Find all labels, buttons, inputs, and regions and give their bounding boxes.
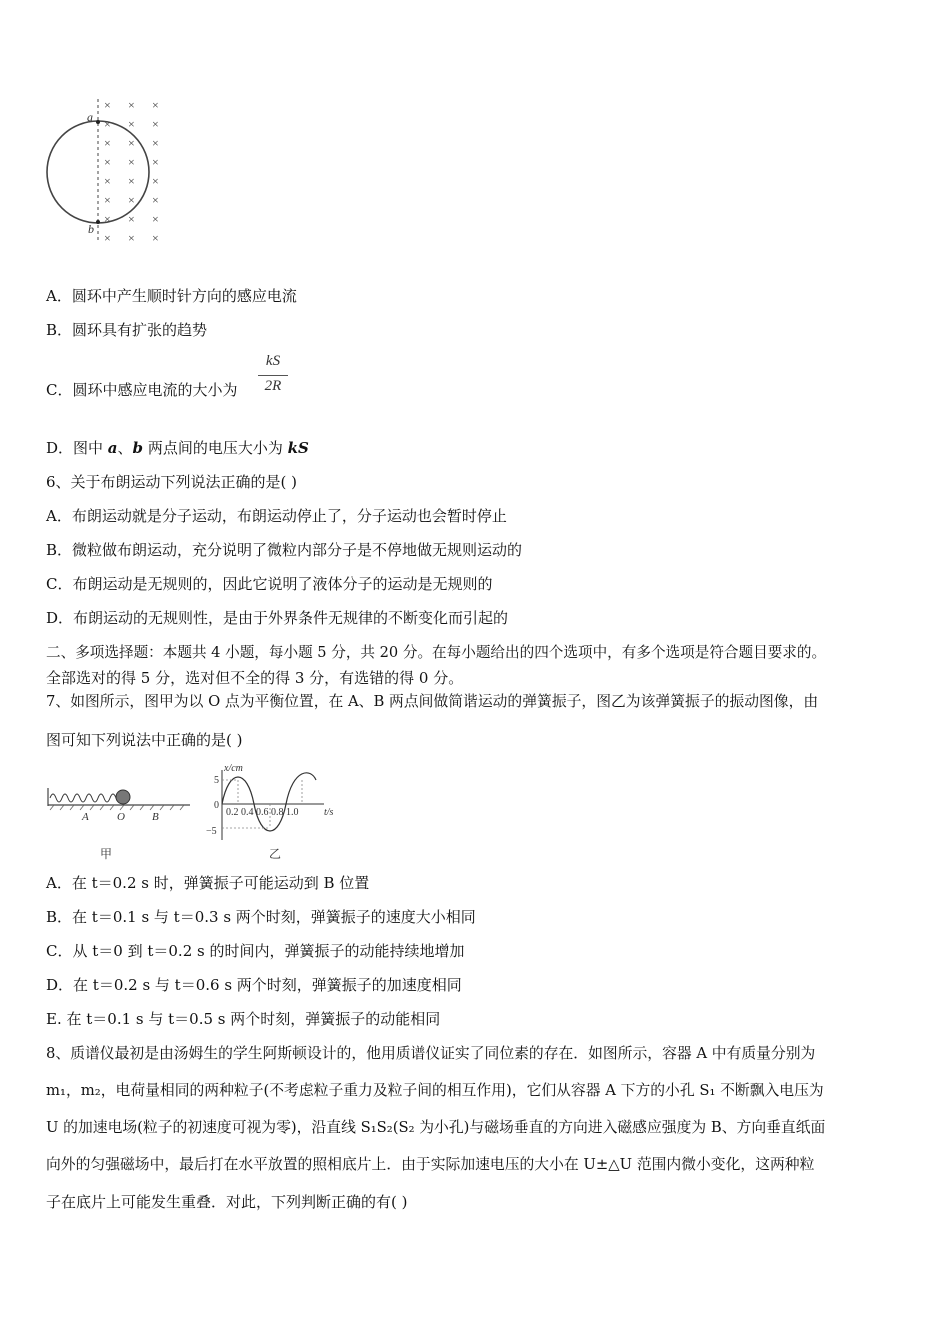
field-cross: × (152, 117, 159, 131)
field-cross: × (128, 231, 135, 245)
x-axis-label: t/s (324, 807, 334, 818)
field-cross: × (128, 117, 135, 131)
field-cross: × (104, 117, 111, 131)
field-cross: × (152, 212, 159, 226)
spring-oscillator-figure (44, 778, 194, 863)
y-tick-0: 0 (214, 800, 219, 811)
field-cross: × (152, 98, 159, 112)
q8-line2: m₁，m₂，电荷量相同的两种粒子(不考虑粒子重力及粒子间的相互作用)，它们从容器 A 下方的小孔 S₁ 不断飘入电压为 (46, 1082, 824, 1099)
q6-option-d: D．布朗运动的无规则性，是由于外界条件无规律的不断变化而引起的 (46, 609, 509, 627)
field-cross: × (104, 212, 111, 226)
section2-line2: 全部选对的得 5 分，选对但不全的得 3 分，有选错的得 0 分。 (46, 669, 464, 687)
q6-option-c: C．布朗运动是无规则的，因此它说明了液体分子的运动是无规则的 (46, 575, 493, 593)
q5-option-d-b: b (132, 439, 144, 457)
y-axis-label: x/cm (224, 763, 243, 774)
q5-option-d-prefix: D．图中 (46, 439, 108, 457)
q5-option-d (46, 438, 309, 458)
field-cross: × (104, 193, 111, 207)
q5-option-d-sep: 、 (117, 439, 133, 457)
ground-hatching (50, 805, 184, 810)
field-cross: × (128, 98, 135, 112)
q5-option-d-a: a (107, 439, 118, 457)
q5-option-d-mid: 两点间的电压大小为 (143, 439, 288, 457)
q5-option-c-numerator: kS (265, 353, 281, 369)
field-cross: × (104, 136, 111, 150)
vibration-graph-figure (204, 760, 354, 864)
field-cross: × (152, 136, 159, 150)
point-a-label: a (87, 110, 93, 124)
point-B-label: B (152, 811, 159, 823)
q8-line5: 子在底片上可能发生重叠．对此，下列判断正确的有( ) (46, 1193, 408, 1211)
q8-line4: 向外的匀强磁场中，最后打在水平放置的照相底片上．由于实际加速电压的大小在 U±△U 范围内微小变化，这两种粒 (46, 1156, 815, 1173)
field-cross: × (152, 231, 159, 245)
q7-stem-line2: 图可知下列说法中正确的是( ) (46, 731, 243, 749)
field-cross: × (152, 155, 159, 169)
q5-option-b: B．圆环具有扩张的趋势 (46, 321, 208, 339)
field-cross: × (128, 174, 135, 188)
q6-stem: 6、关于布朗运动下列说法正确的是( ) (46, 473, 298, 491)
section2-line1: 二、多项选择题：本题共 4 小题，每小题 5 分，共 20 分。在每小题给出的四个选项中，有多个选项是符合题目要求的。 (46, 644, 827, 661)
y-tick-neg5: −5 (206, 826, 217, 837)
y-tick-5: 5 (214, 775, 219, 786)
q7-option-a: A．在 t＝0.2 s 时，弹簧振子可能运动到 B 位置 (46, 874, 370, 892)
magnetic-field-crosses (104, 98, 159, 245)
q7-option-e: E. 在 t＝0.1 s 与 t＝0.5 s 两个时刻，弹簧振子的动能相同 (46, 1010, 441, 1028)
q5-option-c: C．圆环中感应电流的大小为 (46, 381, 238, 399)
q8-line1: 8、质谱仪最初是由汤姆生的学生阿斯顿设计的，他用质谱仪证实了同位素的存在．如图所示，容器 A 中有质量分别为 (46, 1045, 816, 1062)
oscillator-ball (116, 790, 130, 804)
point-A-label: A (82, 811, 89, 823)
field-cross: × (152, 174, 159, 188)
q6-option-a: A．布朗运动就是分子运动，布朗运动停止了，分子运动也会暂时停止 (46, 507, 507, 525)
figure-jia-caption: 甲 (100, 847, 113, 861)
q8-line3: U 的加速电场(粒子的初速度可视为零)，沿直线 S₁S₂(S₂ 为小孔)与磁场垂直的方向进入磁感应强度为 B、方向垂直纸面 (46, 1119, 826, 1136)
field-cross: × (128, 193, 135, 207)
field-cross: × (104, 155, 111, 169)
field-cross: × (104, 98, 111, 112)
field-cross: × (128, 212, 135, 226)
point-O-label: O (117, 811, 125, 823)
field-cross: × (128, 155, 135, 169)
field-cross: × (152, 193, 159, 207)
q5-option-c-fraction-bar (258, 375, 288, 376)
point-b-dot (96, 220, 100, 224)
point-b-label: b (88, 222, 94, 236)
q5-option-c-denominator: 2R (264, 378, 282, 394)
field-cross: × (104, 231, 111, 245)
field-cross: × (104, 174, 111, 188)
q7-option-c: C．从 t＝0 到 t＝0.2 s 的时间内，弹簧振子的动能持续地增加 (46, 942, 465, 960)
q7-option-d: D．在 t＝0.2 s 与 t＝0.6 s 两个时刻，弹簧振子的加速度相同 (46, 976, 462, 994)
q7-option-b: B．在 t＝0.1 s 与 t＝0.3 s 两个时刻，弹簧振子的速度大小相同 (46, 908, 476, 926)
q5-option-d-value: kS (287, 439, 309, 457)
figure-yi-caption: 乙 (269, 847, 282, 861)
q5-option-a: A．圆环中产生顺时针方向的感应电流 (46, 287, 297, 305)
q6-option-b: B．微粒做布朗运动，充分说明了微粒内部分子是不停地做无规则运动的 (46, 541, 523, 559)
q7-stem-line1: 7、如图所示，图甲为以 O 点为平衡位置，在 A、B 两点间做简谐运动的弹簧振子，图乙为该弹簧振子的振动图像，由 (46, 693, 819, 710)
field-cross: × (128, 136, 135, 150)
x-tick-labels: 0.2 0.4 0.6 0.8 1.0 (226, 807, 299, 818)
point-a-dot (96, 120, 100, 124)
ring-in-field-figure (40, 95, 170, 245)
